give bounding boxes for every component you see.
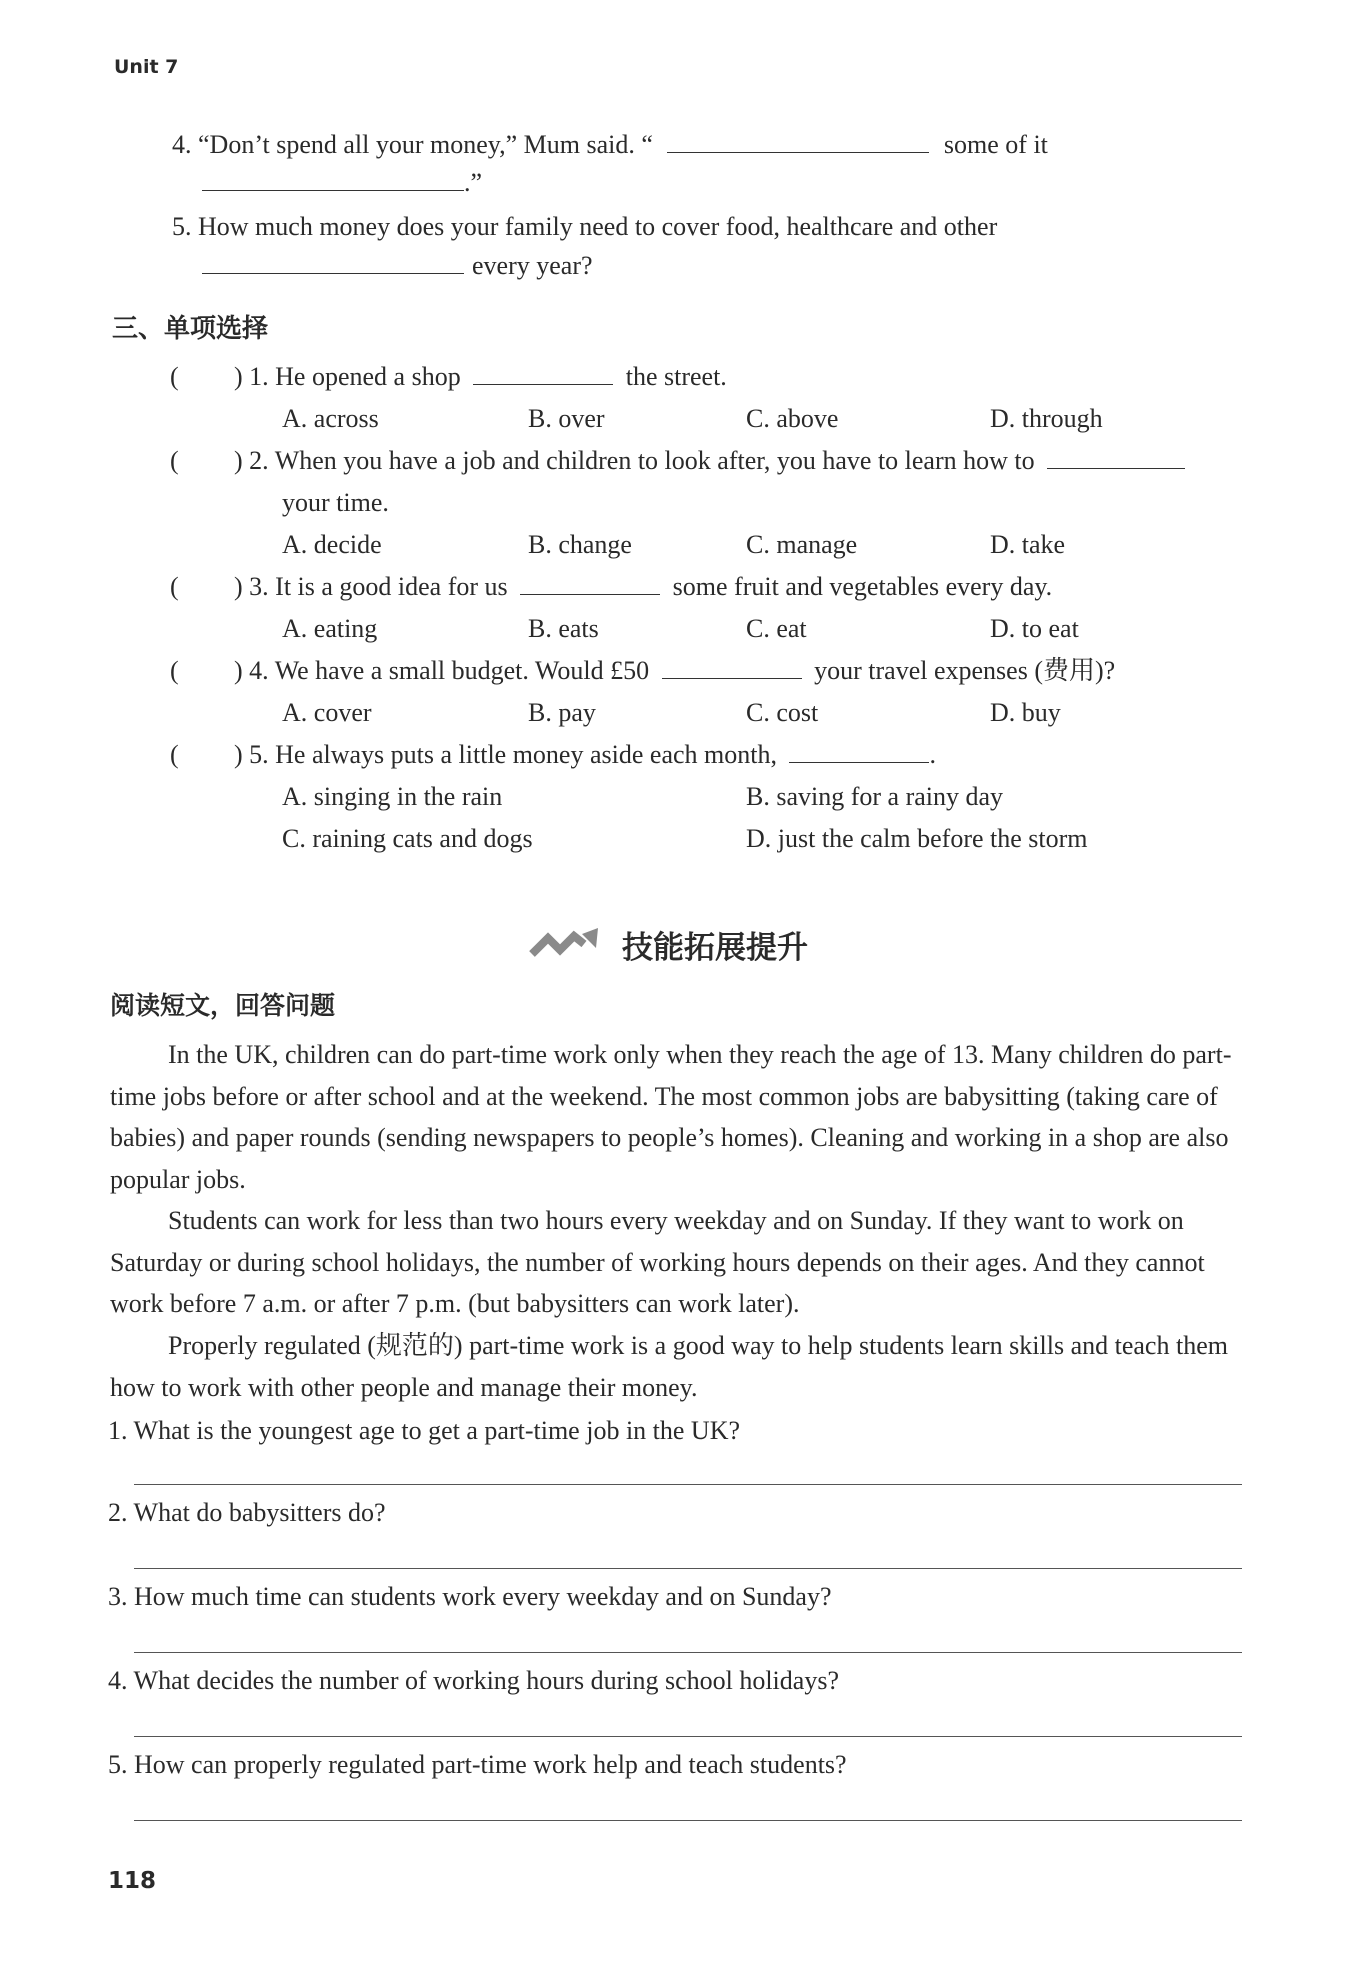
fill-question-4-text-a: 4. “Don’t spend all your money,” Mum said. “ [172,130,653,159]
option-d[interactable]: D. take [990,530,1066,559]
answer-blank[interactable] [789,738,929,763]
mc-question-3 [234,570,1052,604]
option-b[interactable]: B. change [528,530,632,559]
option-c[interactable]: C. above [746,404,839,433]
mc-question-1-stem-a: ) 1. He opened a shop [234,362,461,391]
mc-question-1 [234,360,727,394]
reading-section-title: 阅读短文，回答问题 [110,991,336,1020]
option-c[interactable]: C. raining cats and dogs [282,824,533,853]
mc-question-1-stem-b: the street. [625,362,727,391]
answer-blank[interactable] [1047,444,1185,469]
fill-question-5-text-b: every year? [472,251,593,280]
answer-blank[interactable] [520,570,660,595]
trend-arrow-icon [528,922,604,967]
page-number: 118 [108,1868,157,1894]
fill-question-5-line2 [202,249,593,283]
fill-question-4-text-c: .” [464,168,483,197]
mc-question-2-paren: ( [170,446,179,475]
mc-question-3-stem-a: ) 3. It is a good idea for us [234,572,508,601]
option-d[interactable]: D. buy [990,698,1061,727]
answer-line-2[interactable] [134,1568,1242,1569]
option-b[interactable]: B. eats [528,614,599,643]
mc-question-5-stem-b: . [929,740,936,769]
mc-question-4-stem-a: ) 4. We have a small budget. Would £50 [234,656,650,685]
unit-label: Unit 7 [114,56,179,78]
mc-question-3-stem-b: some fruit and vegetables every day. [672,572,1053,601]
mc-question-1-paren: ( [170,362,179,391]
option-a[interactable]: A. decide [282,530,382,559]
mc-question-5-paren: ( [170,740,179,769]
answer-blank[interactable] [202,249,464,274]
reading-question-1: 1. What is the youngest age to get a part-time job in the UK? [108,1416,741,1445]
answer-blank[interactable] [202,166,464,191]
mc-question-4-stem-b: your travel expenses (费用)? [814,656,1116,685]
answer-blank[interactable] [667,128,929,153]
mc-question-4-paren: ( [170,656,179,685]
answer-blank[interactable] [473,360,613,385]
section-title-multiple-choice: 三、单项选择 [112,314,269,344]
option-a[interactable]: A. eating [282,614,378,643]
fill-question-5 [172,210,997,244]
passage-paragraph-1: In the UK, children can do part-time work only when they reach the age of 13. Many children do part-time jobs before or after school and at the weekend. The most common jobs are babysitting (taking care of babies) and paper rounds (sending newspapers to people’s homes). Cleaning and working in a shop are also popular jobs. [110,1040,1232,1194]
option-b[interactable]: B. over [528,404,605,433]
mc-question-5 [234,738,936,772]
mc-question-4 [234,654,1115,688]
mc-question-2-stem-b: your time. [282,488,389,517]
option-a[interactable]: A. across [282,404,379,433]
reading-question-5: 5. How can properly regulated part-time work help and teach students? [108,1750,847,1779]
answer-line-5[interactable] [134,1820,1242,1821]
option-c[interactable]: C. eat [746,614,807,643]
skills-banner-title: 技能拓展提升 [622,930,808,966]
option-d[interactable]: D. to eat [990,614,1079,643]
passage-paragraph-2: Students can work for less than two hours every weekday and on Sunday. If they want to work on Saturday or during school holidays, the number of working hours depends on their ages. And they cannot work before 7 a.m. or after 7 p.m. (but babysitters can work later). [110,1206,1205,1318]
option-a[interactable]: A. singing in the rain [282,782,503,811]
mc-question-2 [234,444,1185,478]
answer-line-1[interactable] [134,1484,1242,1485]
answer-blank[interactable] [662,654,802,679]
answer-line-4[interactable] [134,1736,1242,1737]
mc-question-3-paren: ( [170,572,179,601]
reading-question-4: 4. What decides the number of working hours during school holidays? [108,1666,839,1695]
reading-question-2: 2. What do babysitters do? [108,1498,386,1527]
fill-question-4 [172,128,1048,162]
option-b[interactable]: B. pay [528,698,596,727]
passage-paragraph-3: Properly regulated (规范的) part-time work is a good way to help students learn skills and teach them how to work with other people and manage their money. [110,1331,1228,1402]
fill-question-4-text-b: some of it [943,130,1048,159]
fill-question-5-text-a: 5. How much money does your family need to cover food, healthcare and other [172,212,998,241]
option-d[interactable]: D. through [990,404,1103,433]
reading-question-3: 3. How much time can students work every weekday and on Sunday? [108,1582,832,1611]
option-c[interactable]: C. cost [746,698,819,727]
option-c[interactable]: C. manage [746,530,858,559]
option-d[interactable]: D. just the calm before the storm [746,824,1088,853]
answer-line-3[interactable] [134,1652,1242,1653]
option-a[interactable]: A. cover [282,698,372,727]
mc-question-2-stem-a: ) 2. When you have a job and children to look after, you have to learn how to [234,446,1035,475]
option-b[interactable]: B. saving for a rainy day [746,782,1004,811]
fill-question-4-line2 [202,166,482,200]
mc-question-5-stem-a: ) 5. He always puts a little money aside each month, [234,740,777,769]
